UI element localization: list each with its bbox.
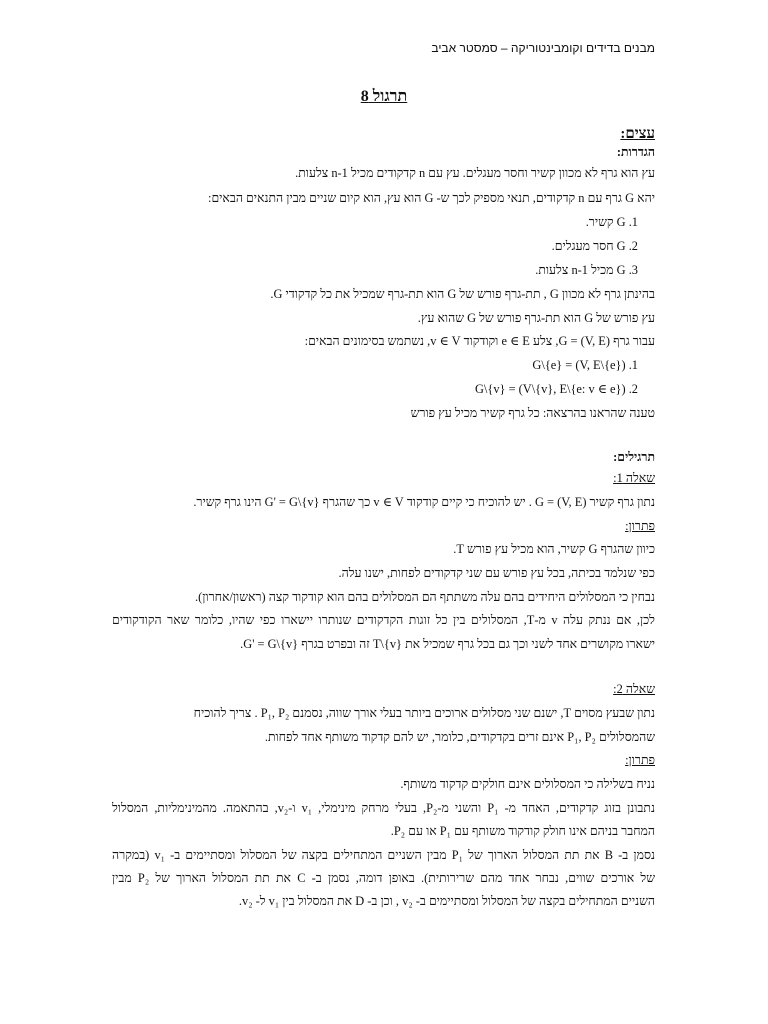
- solution-1-line-4: לכן, אם ננתק עלה v מ-T, המסלולים בין כל זוגות הקדקודים שנותרו יישארו כפי שהיו, כלומר שאר הקודקודים: [112, 613, 655, 627]
- section-heading-trees: עצים:: [620, 126, 655, 142]
- definitions-label: הגדרות:: [616, 145, 655, 159]
- exercises-heading: תרגילים:: [613, 450, 655, 464]
- page-header: מבנים בדידים וקומבינטוריקה – סמסטר אביב: [431, 41, 655, 55]
- definition-spanning-subgraph: בהינתן גרף לא מכוון G , תת-גרף פורש של G הוא תת-גרף שמכיל את כל קדקודי G.: [270, 287, 655, 301]
- solution-2-line-4: נסמן ב- B את תת המסלול הארוך של P₁ מבין השניים המתחילים בקצה של המסלול ומסתיימים ב- v₁ (במקרה: [112, 848, 656, 862]
- solution-2-line-3: המחבר בניהם אינו חולק קודקוד משותף עם P₁ או עם P₂.: [390, 824, 655, 838]
- definition-tree: עץ הוא גרף לא מכוון קשיר וחסר מעגלים. עץ עם n קדקודים מכיל n-1 צלעות.: [295, 166, 655, 180]
- question-1-title: שאלה 1:: [613, 471, 655, 485]
- solution-2-line-2: נתבונן בזוג קדקודים, האחד מ- P₁ והשני מ-P₂, בעלי מרחק מינימלי, v₁ ו-v₂, בהתאמה. מהמינימליות, המסלול: [112, 801, 655, 815]
- solution-2-label: פתרון:: [625, 753, 655, 767]
- question-2-line-1: נתון שבעץ מסוים T, ישנם שני מסלולים ארוכים ביותר בעלי אורך שווה, נסמנם P₁, P₂ . צריך להוכיח: [193, 706, 655, 720]
- question-2-line-2: שהמסלולים P₁, P₂ אינם זרים בקדקודים, כלומר, יש להם קדקוד משותף אחד לפחות.: [264, 730, 655, 744]
- condition-item-2: 2. G חסר מעגלים.: [551, 239, 638, 253]
- notation-item-2: 2. G\{v} = (V\{v}, E\{e: v ∈ e}): [474, 382, 638, 396]
- solution-1-line-2: כפי שנלמד בכיתה, בכל עץ פורש עם שני קדקודים לפחות, ישנו עלה.: [338, 566, 655, 580]
- notation-intro: עבור גרף G = (V, E), צלע e ∈ E וקודקוד v ∈ V, נשתמש בסימונים הבאים:: [304, 334, 655, 348]
- solution-1-line-1: כיוון שהגרף G קשיר, הוא מכיל עץ פורש T.: [453, 542, 655, 556]
- question-2-title: שאלה 2:: [613, 682, 655, 696]
- solution-2-line-6: השניים המתחילים בקצה של המסלול ומסתיימים ב- v₂ , וכן ב- D את המסלול בין v₁ ל- v₂.: [238, 894, 655, 908]
- solution-2-line-5: של אורכים שווים, נבחר אחד מהם שרירותית). באופן דומה, נסמן ב- C את תת המסלול הארוך של P₂ מבין: [112, 871, 655, 885]
- solution-1-label: פתרון:: [625, 519, 655, 533]
- definition-spanning-tree: עץ פורש של G הוא תת-גרף פורש של G שהוא עץ.: [417, 311, 655, 325]
- condition-item-1: 1. G קשיר.: [585, 215, 638, 229]
- solution-1-line-5: ישארו מקושרים אחד לשני וכך גם בכל גרף שמכיל את T\{v} זה ובפרט בגרף G' = G\{v}.: [240, 637, 655, 651]
- condition-item-3: 3. G מכיל n-1 צלעות.: [535, 263, 638, 277]
- tree-condition-intro: יהא G גרף עם n קדקודים, תנאי מספיק לכך ש- G הוא עץ, הוא קיום שניים מבין התנאים הבאים:: [208, 191, 655, 205]
- notation-item-1: 1. G\{e} = (V, E\{e}): [532, 358, 638, 372]
- solution-1-line-3: נבחין כי המסלולים היחידים בהם עלה משתתף הם המסלולים בהם הוא קודקוד קצה (ראשון/אחרון).: [195, 590, 655, 604]
- page-title: תרגול 8: [360, 88, 408, 105]
- lecture-claim: טענה שהראנו בהרצאה: כל גרף קשיר מכיל עץ פורש: [410, 406, 655, 420]
- question-1-text: נתון גרף קשיר G = (V, E) . יש להוכיח כי קיים קודקוד v ∈ V כך שהגרף G' = G\{v} הינו גרף קשיר.: [193, 495, 655, 509]
- solution-2-line-1: נניח בשלילה כי המסלולים אינם חולקים קדקוד משותף.: [400, 777, 655, 791]
